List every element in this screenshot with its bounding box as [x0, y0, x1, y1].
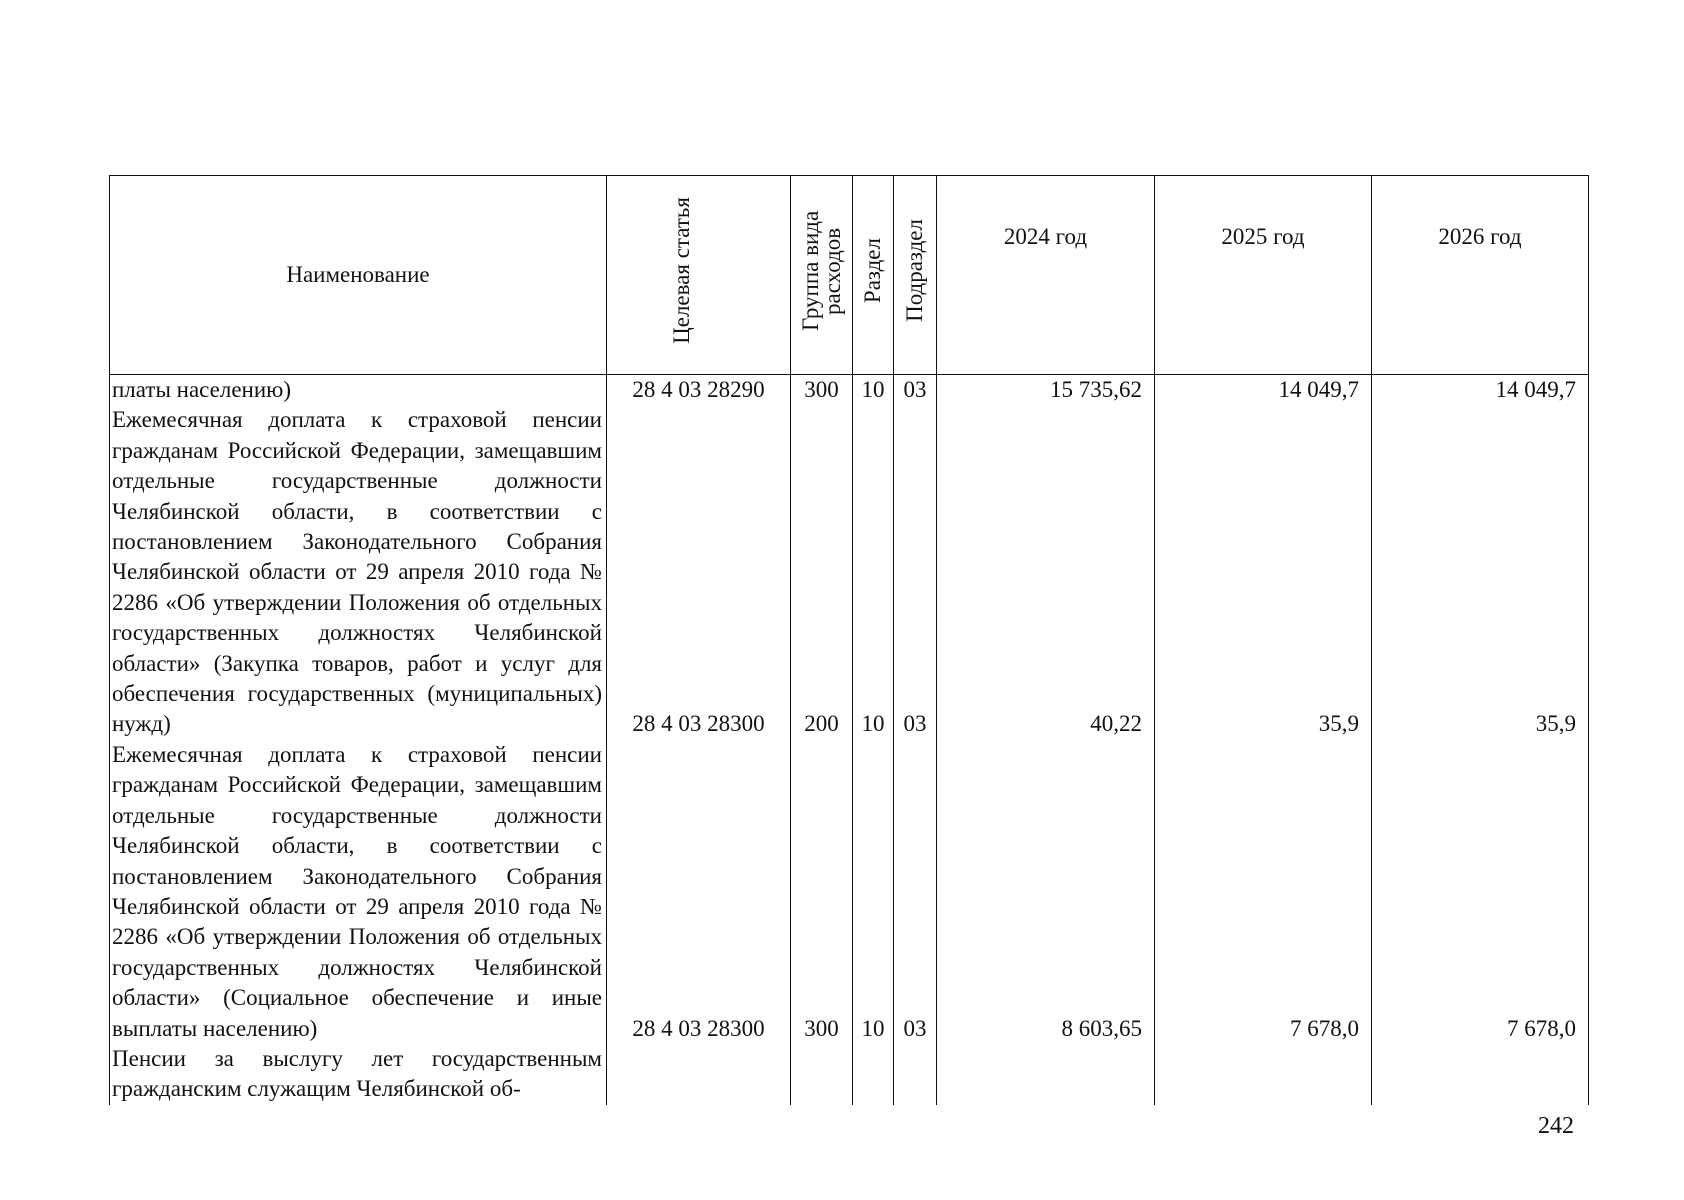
row-value-2026: 7 678,0 — [1372, 740, 1589, 1044]
header-subsection-label: Подраздел — [902, 219, 927, 323]
row-value-2026: 14 049,7 — [1372, 375, 1589, 406]
row-section: 10 — [853, 740, 894, 1044]
header-target-article — [607, 176, 791, 375]
row-target-article: 28 4 03 28300 — [607, 740, 791, 1044]
row-target-article: 28 4 03 28300 — [607, 405, 791, 739]
header-expense-group-label: Группа вида расходов — [797, 210, 845, 331]
row-value-2025: 7 678,0 — [1155, 740, 1372, 1044]
row-value-2026: 35,9 — [1372, 405, 1589, 739]
row-value-2024: 8 603,65 — [937, 740, 1155, 1044]
header-name — [110, 176, 607, 375]
header-year-2025-label: 2025 год — [1221, 224, 1305, 249]
row-name: Пенсии за выслугу лет государственным гражданским служащим Челябинской об- — [110, 1044, 607, 1105]
header-year-2026 — [1372, 176, 1589, 375]
row-section: 10 — [853, 375, 894, 406]
row-subsection: 03 — [894, 405, 937, 739]
row-name: Ежемесячная доплата к страховой пенсии гражданам Российской Федерации, замещавшим отдельные государственные должности Челябинской области, в соответствии с постановлением Законодательного Собрания Челябинской области от 29 апреля 2010 года № 2286 «Об утверждении Положения об отдельных государственных должностях Челябинской области» (Закупка товаров, работ и услуг для обеспечения государственных (муниципальных) нужд) — [110, 405, 607, 739]
header-year-2024-label: 2024 год — [1003, 224, 1088, 249]
row-expense-group: 200 — [791, 405, 853, 739]
row-value-2024 — [937, 1044, 1155, 1105]
row-expense-group: 300 — [791, 375, 853, 406]
header-section — [853, 176, 894, 375]
header-subsection — [894, 176, 937, 375]
header-expense-group — [791, 176, 853, 375]
row-value-2025: 35,9 — [1155, 405, 1372, 739]
row-value-2024: 40,22 — [937, 405, 1155, 739]
header-name-label: Наименование — [286, 262, 430, 287]
row-expense-group: 300 — [791, 740, 853, 1044]
row-name: платы населению) — [110, 375, 607, 406]
header-section-label: Раздел — [860, 238, 885, 304]
row-section — [853, 1044, 894, 1105]
row-value-2025: 14 049,7 — [1155, 375, 1372, 406]
row-value-2024: 15 735,62 — [937, 375, 1155, 406]
table-header-row — [110, 176, 1589, 375]
row-name: Ежемесячная доплата к страховой пенсии гражданам Российской Федерации, замещавшим отдельные государственные должности Челябинской области, в соответствии с постановлением Законодательного Собрания Челябинской области от 29 апреля 2010 года № 2286 «Об утверждении Положения об отдельных государственных должностях Челябинской области» (Социальное обеспечение и иные выплаты населению) — [110, 740, 607, 1044]
row-section: 10 — [853, 405, 894, 739]
row-subsection: 03 — [894, 375, 937, 406]
header-year-2025 — [1155, 176, 1372, 375]
row-subsection — [894, 1044, 937, 1105]
row-value-2025 — [1155, 1044, 1372, 1105]
page-number: 242 — [1538, 1113, 1574, 1139]
header-target-article-label: Целевая статья — [668, 197, 694, 345]
table-row — [110, 740, 1589, 1044]
row-subsection: 03 — [894, 740, 937, 1044]
row-expense-group — [791, 1044, 853, 1105]
row-target-article — [607, 1044, 791, 1105]
table-row — [110, 1044, 1589, 1105]
table-row — [110, 405, 1589, 739]
table-row — [110, 375, 1589, 406]
header-year-2024 — [937, 176, 1155, 375]
row-target-article: 28 4 03 28290 — [607, 375, 791, 406]
budget-table — [109, 175, 1589, 1105]
header-year-2026-label: 2026 год — [1438, 224, 1522, 249]
row-value-2026 — [1372, 1044, 1589, 1105]
